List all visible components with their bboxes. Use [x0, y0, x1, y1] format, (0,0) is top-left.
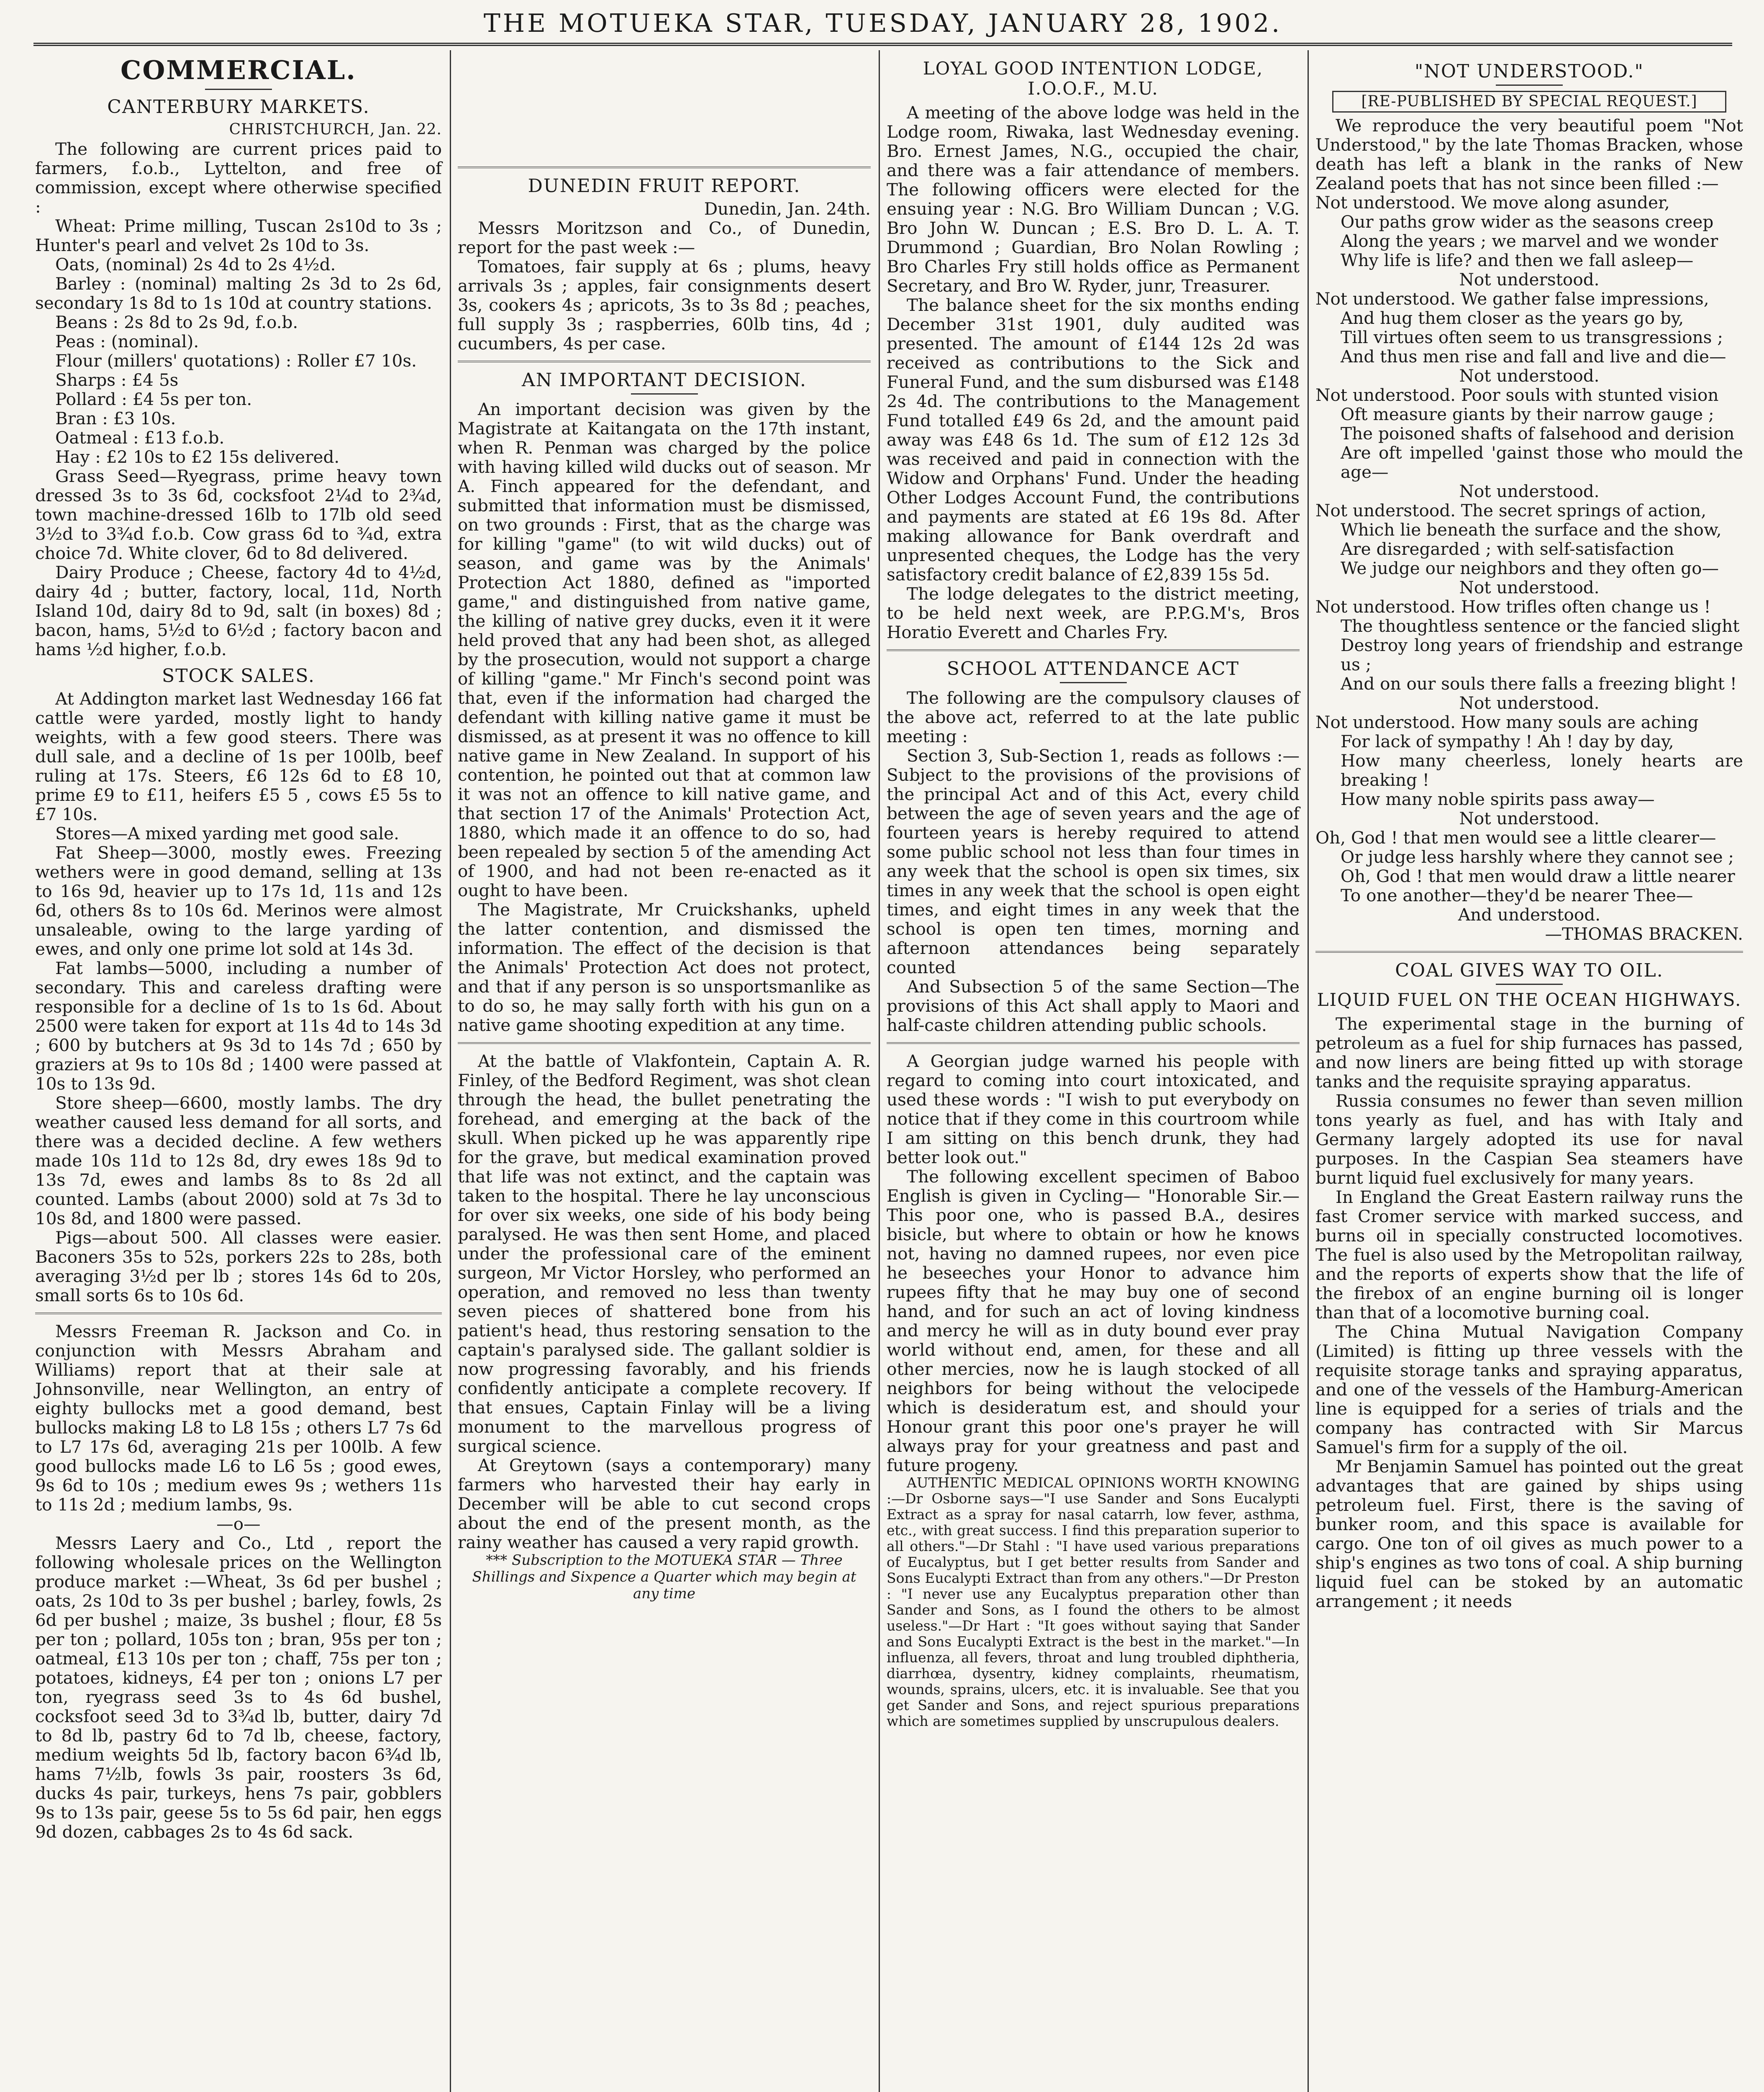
column-4 — [1310, 54, 1749, 2092]
poem-line: Why life is life? and then we fall asleep— — [1341, 250, 1694, 270]
divider — [1496, 85, 1563, 86]
paragraph: Oatmeal : £13 f.o.b. — [55, 428, 225, 448]
divider-mark: —o— — [216, 1514, 261, 1534]
divider — [631, 393, 698, 395]
oil-title: COAL GIVES WAY TO OIL. — [1395, 960, 1664, 981]
poem-line: Which lie beneath the surface and the show, — [1341, 520, 1722, 540]
paragraph: Messrs Moritzson and Co., of Dunedin, report for the past week :— — [458, 218, 871, 257]
divider — [35, 1313, 442, 1314]
poem-line: To one another—they'd be nearer Thee— — [1341, 885, 1693, 905]
school-title: SCHOOL ATTENDANCE ACT — [946, 658, 1240, 679]
stock-title: STOCK SALES. — [162, 665, 315, 687]
paragraph: Pigs—about 500. All classes were easier. Baconers 35s to 52s, porkers 22s to 28s, both averaging 3½d per lb ; stores 14s 6d to 20s, small sorts 6s to 10s 6d. — [35, 1228, 442, 1305]
paragraph: The China Mutual Navigation Company (Limited) is fitting up three vessels with the requisite storage tanks and spraying apparatus, and one of the vessels of the Hamburg-American line is equipped for a series of trials and the company has contracted with Sir Marcus Samuel's firm for a supply of the oil. — [1315, 1322, 1743, 1457]
dunedin-body — [458, 218, 871, 353]
column-1 — [29, 54, 448, 2092]
poem-line: We judge our neighbors and they often go— — [1341, 558, 1719, 578]
canterbury-title: CANTERBURY MARKETS. — [107, 96, 370, 118]
poem-line: Along the years ; we marvel and we wonder — [1341, 231, 1718, 251]
poem-line: Not understood. Poor souls with stunted vision — [1315, 385, 1719, 405]
poem-line: Oh, God ! that men would draw a little nearer — [1341, 866, 1735, 886]
paragraph: In England the Great Eastern railway runs the fast Cromer service with marked success, and burns oil in specially constructed locomotives. The fuel is also used by the Metropolitan railway, and the reports of experts show that the life of the firebox of an engine burning oil is longer than that of a locomotive burning coal. — [1315, 1187, 1743, 1323]
republished-note: [RE-PUBLISHED BY SPECIAL REQUEST.] — [1332, 91, 1726, 113]
paragraph: Mr Benjamin Samuel has pointed out the great advantages that are gained by ships using petroleum fuel. First, there is the saving of bunker room, and this space is available for cargo. One ton of oil gives as much power to a ship's engines as two tons of coal. A ship burning liquid fuel can be stoked by an automatic arrangement ; it needs — [1315, 1456, 1743, 1611]
divider — [887, 1042, 1300, 1044]
column-rule — [1308, 50, 1309, 2092]
poem-line: How many cheerless, lonely hearts are breaking ! — [1341, 751, 1743, 790]
poem-line: Not understood. The secret springs of action, — [1315, 500, 1707, 520]
poem-line: Or judge less harshly where they cannot see ; — [1341, 847, 1734, 867]
poem-line: And thus men rise and fall and live and die— — [1341, 346, 1726, 367]
poem-line: Are oft impelled 'gainst those who mould the age— — [1341, 443, 1743, 482]
column-2 — [452, 54, 877, 2092]
paragraph: A meeting of the above lodge was held in the Lodge room, Riwaka, last Wednesday evening. Bro. Ernest James, N.G., occupied the chair, and there was a fair attendance of members. The following officers were elected for the ensuing year : N.G. Bro William Duncan ; V.G. Bro John W. Duncan ; E.S. Bro D. L. A. T. Drummond ; Guardian, Bro Nolan Rowling ; Bro Charles Fry still holds office as Permanent Secretary, and Bro W. Ryder, junr, Treasurer. — [887, 103, 1300, 296]
divider — [458, 167, 871, 168]
paragraph: The lodge delegates to the district meeting, to be held next week, are P.P.G.M's, Bros Horatio Everett and Charles Fry. — [887, 584, 1300, 642]
divider — [1496, 984, 1563, 985]
jackson-report: Messrs Freeman R. Jackson and Co. in conjunction with Messrs Abraham and Williams) report that at their sale at Johnsonville, near Wellington, an entry of eighty bullocks met a good demand, best bullocks making L8 to L8 15s ; others L7 7s 6d to L7 17s 6d, averaging 21s per 100lb. A few good bullocks made L6 to L6 5s ; good ewes, 9s 6d to 10s ; medium ewes 9s ; wethers 11s to 11s 2d ; medium lambs, 9s. — [35, 1321, 442, 1515]
paragraph: Sharps : £4 5s — [55, 370, 179, 390]
poem-line: Not understood. We move along asunder, — [1315, 192, 1670, 213]
poem-line: Oh, God ! that men would see a little clearer— — [1315, 828, 1716, 848]
poem-line: For lack of sympathy ! Ah ! day by day, — [1341, 731, 1674, 751]
paragraph: The experimental stage in the burning of petroleum as a fuel for ship furnaces has passed, and now liners are being fitted up with storage tanks and the requisite spraying apparatus. — [1315, 1014, 1743, 1092]
paragraph: Oats, (nominal) 2s 4d to 2s 4½d. — [55, 254, 336, 274]
column-rule — [450, 50, 451, 2092]
paragraph: The balance sheet for the six months ending December 31st 1901, duly audited was presented. The amount of £144 12s 2d was received as contributions to the Sick and Funeral Fund, and the sum disbursed was £148 2s 4d. The contributions to the Management Fund totalled £49 6s 2d, and the amount paid away was £48 6s 1d. The sum of £12 12s 3d was received and paid in connection with the Widow and Orphans' Fund. Under the heading Other Lodges Account Fund, the contributions and payments are stated at £6 19s 8d. After making allowance for Bank overdraft and unpresented cheques, the Lodge has the very satisfactory credit balance of £2,839 15s 5d. — [887, 295, 1300, 585]
paragraph: Peas : (nominal). — [55, 331, 199, 351]
baboo-paragraph: The following excellent specimen of Baboo English is given in Cycling— "Honorable Sir.—This poor one, who is passed B.A., desires bisicle, but where to obtain or how he knows not, having no damned rupees, nor even pice he beseeches your Honor to advance him rupees fifty that he may buy one of second hand, and for such an act of loving kindness and mercy he will as in duty bound ever pray world without end, amen, for these and all other mercies, now he is laugh stocked of all neighbors for being without the velocipede which is desideratum est, and should your Honour grant this poor one's prayer he will always pray for your greatness and past and future progeny. — [887, 1166, 1300, 1475]
paragraph: Tomatoes, fair supply at 6s ; plums, heavy arrivals 3s ; apples, fair consignments desert 3s, cookers 4s ; apricots, 3s to 3s 8d ; peaches, full supply 3s ; raspberries, 60lb tins, 4d ; cucumbers, 4s per case. — [458, 256, 871, 354]
paragraph: The Magistrate, Mr Cruickshanks, upheld the latter contention, and dismissed the information. The effect of the decision is that the Animals' Protection Act does not protect, and that if any person is so unsportsmanlike as to do so, he may sally forth with his gun on a native game shooting expedition at any time. — [458, 900, 871, 1035]
paragraph: Dairy Produce ; Cheese, factory 4d to 4½d, dairy 4d ; butter, factory, local, 11d, North Island 10d, dairy 8d to 9d, salt (in boxes) 8d ; bacon, hams, 5½d to 6½d ; factory bacon and hams ½d higher, f.o.b. — [35, 562, 442, 659]
subscription-note: *** Subscription to the MOTUEKA STAR — Three Shillings and Sixpence a Quarter which may begin at any time — [472, 1552, 856, 1602]
georgian-paragraph: A Georgian judge warned his people with regard to coming into court intoxicated, and used these words : "I wish to put everybody on notice that if they come in this courtroom while I am sitting on this bench drunk, they had better look out." — [887, 1051, 1300, 1167]
paragraph: Flour (millers' quotations) : Roller £7 10s. — [55, 351, 417, 371]
paragraph: At the battle of Vlakfontein, Captain A. R. Finley, of the Bedford Regiment, was shot clean through the head, the bullet penetrating the forehead, and emerging at the back of the skull. When picked up he was apparently ripe for the grave, but medical examination proved that life was not extinct, and the captain was taken to the hospital. There he lay unconscious for over six weeks, one side of his body being paralysed. He was then sent Home, and placed under the professional care of the eminent surgeon, Mr Victor Horsley, who performed an operation, and removed no less than twenty seven pieces of shattered bone from his patient's head, thus restoring sensation to the captain's paralysed side. The gallant soldier is now progressing favorably, and his friends confidently anticipate a complete recovery. If that ensues, Captain Finlay will be a living monument to the marvellous progress of surgical science. — [458, 1051, 871, 1456]
poem-refrain: Not understood. — [1459, 366, 1600, 386]
poem-refrain: Not understood. — [1459, 693, 1600, 713]
decision-body — [458, 400, 871, 1035]
poem-refrain: Not understood. — [1459, 577, 1600, 597]
paragraph: Wheat: Prime milling, Tuscan 2s10d to 3s ; Hunter's pearl and velvet 2s 10d to 3s. — [35, 216, 442, 255]
school-body — [887, 688, 1300, 1035]
poem-line: Not understood. How many souls are aching — [1315, 712, 1699, 732]
poem-line: Till virtues often seem to us transgressions ; — [1341, 327, 1723, 347]
paragraph: Pollard : £4 5s per ton. — [55, 389, 252, 409]
oil-subtitle: LIQUID FUEL ON THE OCEAN HIGHWAYS. — [1317, 990, 1742, 1010]
masthead: THE MOTUEKA STAR, TUESDAY, JANUARY 28, 1902. — [33, 4, 1732, 46]
paragraph: Section 3, Sub-Section 1, reads as follows :—Subject to the provisions of the provisions of the principal Act and of this Act, every child between the age of seven years and the age of fourteen years is hereby required to attend some public school not less than four times in any week that the school is open six times, six times in any week that the school is open eight times, and eight times in any week that the school is open ten times, morning and afternoon attendances being separately counted — [887, 746, 1300, 977]
paragraph: And Subsection 5 of the same Section—The provisions of this Act shall apply to Maori and half-caste children attending public schools. — [887, 977, 1300, 1035]
paragraph: Fat lambs—5000, including a number of secondary. This and careless drafting were responsible for a decline of 1s to 1s 6d. About 2500 were taken for export at 11s 4d to 14s 3d ; 600 by butchers at 9s 3d to 14s 7d ; 650 by graziers at 9s to 10s 8d ; 1400 were passed at 10s to 13s 9d. — [35, 958, 442, 1094]
stock-body — [35, 689, 442, 1305]
paragraph: Beans : 2s 8d to 2s 9d, f.o.b. — [55, 312, 298, 332]
oil-body — [1315, 1014, 1743, 1611]
paragraph: Hay : £2 10s to £2 15s delivered. — [55, 447, 340, 467]
medical-opinions: AUTHENTIC MEDICAL OPINIONS WORTH KNOWING :—Dr Osborne says—"I use Sander and Sons Eucalypti Extract as a spray for nasal catarrh, low fever, asthma, etc., with great success. I find this preparation superior to all others."—Dr Stahl : "I have used various preparations of Eucalyptus, but I get better results from Sander and Sons Eucalypti Extract than from any others."—Dr Preston : "I never use any Eucalyptus preparation other than Sander and Sons, as I found the others to be almost useless."—Dr Hart : "It goes without saying that Sander and Sons Eucalypti Extract is the best in the market."—In influenza, all fevers, throat and lung troubled diphtheria, diarrhœa, dysentry, kidney complaints, rheumatism, wounds, sprains, ulcers, etc. it is invaluable. See that you get Sander and Sons, and reject spurious preparations which are sometimes supplied by unscrupulous dealers. — [887, 1474, 1300, 1729]
paragraph: The following are the compulsory clauses of the above act, referred to at the late public meeting : — [887, 688, 1300, 746]
lodge-body — [887, 103, 1300, 642]
paragraph: Fat Sheep—3000, mostly ewes. Freezing wethers were in good demand, selling at 13s to 16s 9d, heavier up to 17s 1d, 11s and 12s 6d, others 8s to 10s 6d. Merinos were almost unsaleable, owing to the large yarding of ewes, and only one prime lot sold at 14s 3d. — [35, 843, 442, 959]
laery-report: Messrs Laery and Co., Ltd , report the following wholesale prices on the Wellington produce market :—Wheat, 3s 6d per bushel ; oats, 2s 10d to 3s per bushel ; barley, fowls, 2s 6d per bushel ; maize, 3s bushel ; flour, £8 5s per ton ; pollard, 105s ton ; bran, 95s per ton ; oatmeal, £13 10s per ton ; chaff, 75s per ton ; potatoes, kidneys, £4 per ton ; onions L7 per ton, ryegrass seed 3s to 4s 6d bushel, cocksfoot seed 3d to 3¾d lb, butter, dairy 7d to 8d lb, pastry 6d to 7d lb, cheese, factory, medium weights 5d lb, factory bacon 6¾d lb, hams 7½lb, fowls 3s pair, roosters 3s 6d, ducks 4s pair, turkeys, hens 7s pair, gobblers 9s to 13s pair, geese 5s to 5s 6d pair, hen eggs 9d dozen, cabbages 2s to 4s 6d sack. — [35, 1533, 442, 1842]
poem-line: Our paths grow wider as the seasons creep — [1341, 212, 1714, 232]
poem-refrain: Not understood. — [1459, 481, 1600, 501]
divider — [1060, 682, 1127, 683]
paragraph: Grass Seed—Ryegrass, prime heavy town dressed 3s to 3s 6d, cocksfoot 2¼d to 2¾d, town machine-dressed 16lb to 17lb old seed 3½d to 3¾d f.o.b. Cow grass 6d to ¾d, extra choice 7d. White clover, 6d to 8d delivered. — [35, 466, 442, 563]
paragraph: An important decision was given by the Magistrate at Kaitangata on the 17th instant, when R. Penman was charged by the police with having killed wild ducks out of season. Mr A. Finch appeared for the defendant, and submitted that information must be dismissed, on two grounds : First, that as the charge was for killing "game" (to wit wild ducks) out of season, and game was by the Animals' Protection Act 1880, defined as "imported game," and distinguished from native game, the killing of native grey ducks, even it it were held proved that any had been shot, as alleged by the prosecution, would not support a charge of killing "game." Mr Finch's second point was that, even if the information had charged the defendant with killing native game it must be dismissed, as at present it was no offence to kill native game in New Zealand. In support of his contention, he pointed out that at common law it was not an offence to kill native game, and that section 17 of the Animals' Protection Act, 1880, which made it an offence to do so, had been repealed by section 5 of the amending Act of 1900, and had not been re-enacted as it ought to have been. — [458, 399, 871, 900]
column-rule — [879, 50, 880, 2092]
lodge-title: LOYAL GOOD INTENTION LODGE, I.O.O.F., M.U. — [923, 58, 1264, 99]
poem-line: And hug them closer as the years go by, — [1341, 308, 1684, 328]
dunedin-dateline: Dunedin, Jan. 24th. — [704, 199, 871, 219]
poem-line: Not understood. We gather false impressions, — [1315, 289, 1709, 309]
poem-line: Destroy long years of friendship and estrange us ; — [1341, 635, 1743, 674]
continued-space — [458, 54, 871, 159]
poem-line: Not understood. How trifles often change us ! — [1315, 597, 1711, 617]
paragraph: Stores—A mixed yarding met good sale. — [55, 823, 399, 843]
dunedin-title: DUNEDIN FRUIT REPORT. — [528, 175, 801, 197]
poem-line: Oft measure giants by their narrow gauge ; — [1341, 404, 1714, 424]
divider — [887, 649, 1300, 651]
poem-line: How many noble spirits pass away— — [1341, 789, 1655, 809]
poem-body — [1315, 193, 1743, 924]
column-3 — [881, 54, 1305, 2092]
divider — [1315, 951, 1743, 953]
poem-author: —THOMAS BRACKEN. — [1545, 924, 1743, 944]
divider — [458, 361, 871, 362]
poem-refrain: Not understood. — [1459, 269, 1600, 290]
vlakfontein-body — [458, 1051, 871, 1552]
poem-line: And on our souls there falls a freezing blight ! — [1341, 674, 1737, 694]
poem-line: Are disregarded ; with self-satisfaction — [1341, 539, 1674, 559]
paragraph: Russia consumes no fewer than seven million tons yearly as fuel, and has with Italy and Germany largely adopted its use for naval purposes. In the Caspian Sea steamers have burnt liquid fuel exclusively for many years. — [1315, 1091, 1743, 1188]
divider — [205, 89, 272, 90]
paragraph: Barley : (nominal) malting 2s 3d to 2s 6d, secondary 1s 8d to 1s 10d at country stations. — [35, 274, 442, 313]
canterbury-body — [35, 139, 442, 659]
paragraph: At Addington market last Wednesday 166 fat cattle were yarded, mostly light to handy weights, with a few good steers. There was dull sale, and a decline of 1s per 100lb, beef ruling at 17s. Steers, £6 12s 6d to £8 10, prime £9 to £11, heifers £5 5 , cows £5 5s to £7 10s. — [35, 689, 442, 824]
poem-refrain: And understood. — [1458, 905, 1601, 925]
poem-line: The thoughtless sentence or the fancied slight — [1341, 616, 1740, 636]
paragraph: The following are current prices paid to farmers, f.o.b., Lyttelton, and free of commission, except where otherwise specified : — [35, 139, 442, 217]
poem-line: The poisoned shafts of falsehood and derision — [1341, 423, 1735, 444]
divider — [458, 1042, 871, 1044]
paragraph: At Greytown (says a contemporary) many farmers who harvested their hay early in December will be able to cut second crops about the end of the present month, as the rainy weather has caused a very rapid growth. — [458, 1455, 871, 1552]
commercial-title: COMMERCIAL. — [120, 55, 357, 85]
poem-refrain: Not understood. — [1459, 808, 1600, 828]
canterbury-dateline: CHRISTCHURCH, Jan. 22. — [229, 121, 442, 138]
decision-title: AN IMPORTANT DECISION. — [522, 369, 807, 391]
poem-title: "NOT UNDERSTOOD." — [1415, 61, 1644, 82]
paragraph: Bran : £3 10s. — [55, 408, 176, 428]
poem-intro: We reproduce the very beautiful poem "Not Understood," by the late Thomas Bracken, whose death has left a blank in the ranks of New Zealand poets that has not since been filled :— — [1315, 115, 1743, 193]
paragraph: Store sheep—6600, mostly lambs. The dry weather caused less demand for all sorts, and there was a decided decline. A few wethers made 10s 11d to 12s 8d, dry ewes 18s 9d to 13s 7d, ewes and lambs 8s to 8s 2d all counted. Lambs (about 2000) sold at 7s 3d to 10s 8d, and 1800 were passed. — [35, 1093, 442, 1228]
